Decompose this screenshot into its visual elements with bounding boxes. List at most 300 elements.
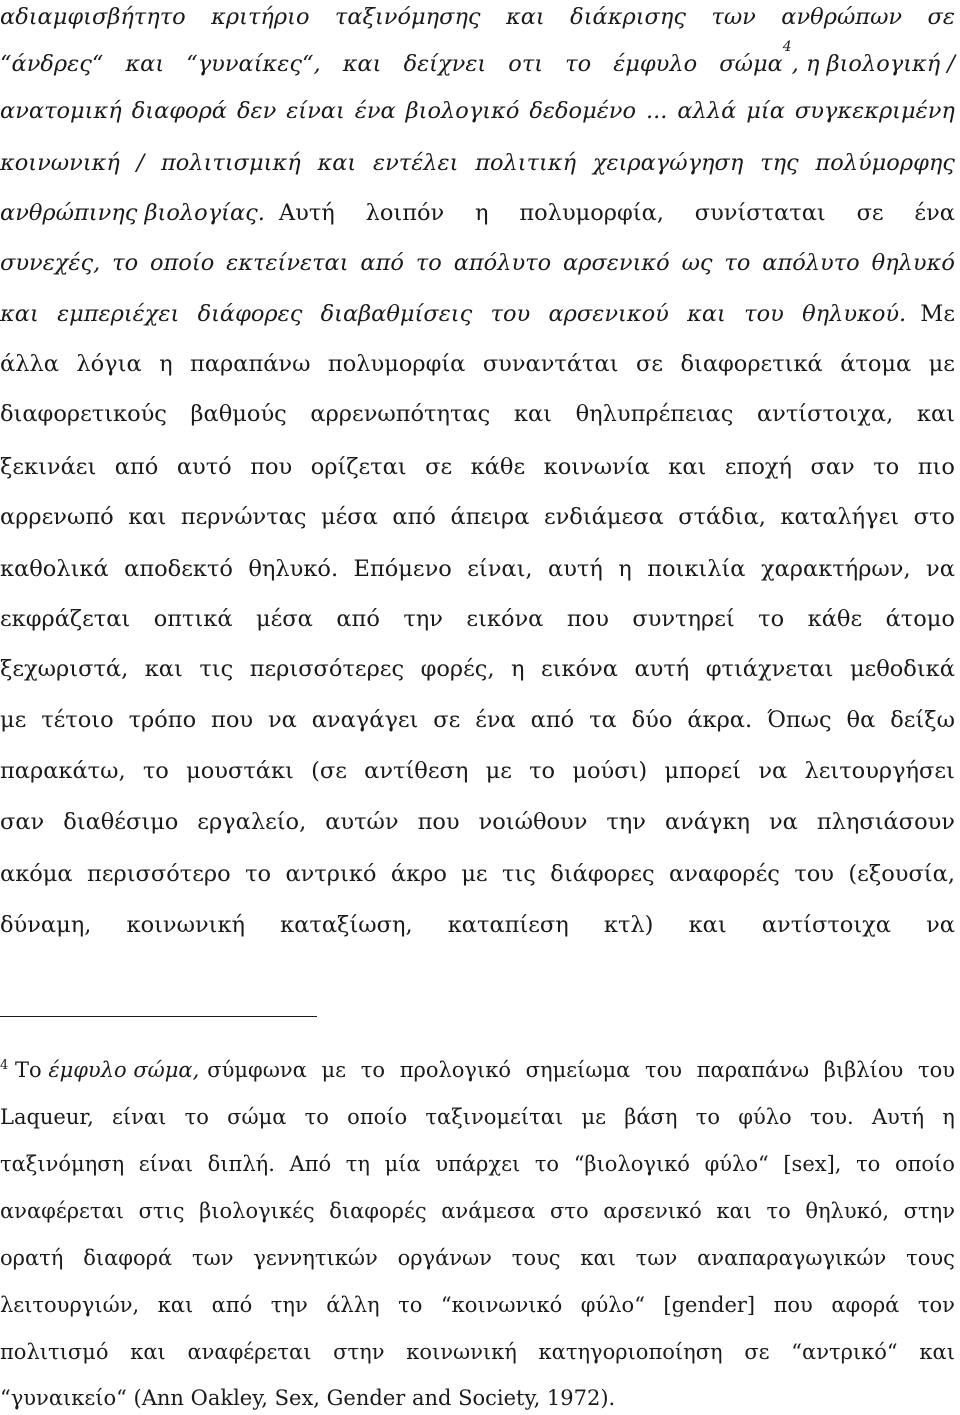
- word: ξεκινάει: [0, 454, 97, 480]
- word: το: [695, 1105, 720, 1129]
- word: από: [530, 707, 575, 733]
- word: καταλήγει: [780, 504, 900, 530]
- word: τις: [502, 861, 536, 887]
- word: μεθοδικά: [849, 656, 955, 682]
- word: εκτείνεται: [226, 250, 349, 276]
- word: κοινωνική: [0, 150, 120, 176]
- word: στο: [913, 504, 955, 530]
- body-line-16: [0, 754, 955, 788]
- word: αντρικό: [285, 861, 377, 887]
- body-line-7-italic: [0, 297, 906, 331]
- word: μπορεί: [664, 758, 742, 784]
- word: από: [211, 1293, 253, 1317]
- word: αρσενικό: [603, 1199, 702, 1223]
- word: διαφορά: [83, 1246, 173, 1270]
- word: το: [534, 1152, 560, 1176]
- body-line-19: [0, 908, 955, 942]
- word: και: [128, 504, 167, 530]
- word: λόγια: [76, 351, 142, 377]
- word: ανατομική: [0, 98, 122, 124]
- word: ταξινόμηση: [0, 1152, 125, 1176]
- word: πολύμορφης: [815, 150, 955, 176]
- word: σε: [744, 1340, 770, 1364]
- body-line-17: [0, 805, 955, 839]
- word: το: [766, 1199, 791, 1223]
- body-line-12: [0, 552, 955, 586]
- body-line-5: [0, 196, 955, 230]
- word: το: [565, 51, 592, 77]
- word: απόλυτο: [453, 250, 552, 276]
- word: “γυναίκες“,: [186, 51, 321, 77]
- word: στις: [138, 1199, 185, 1223]
- word: ξεχωριστά,: [0, 656, 129, 682]
- word: Αυτή: [871, 1105, 925, 1129]
- body-line-2-words: [0, 47, 783, 81]
- word: πολυμορφία: [327, 351, 466, 377]
- word: σαν: [810, 454, 855, 480]
- word: σύμφωνα: [207, 1058, 307, 1082]
- word: σε: [425, 454, 453, 480]
- word: χειραγώγηση: [592, 150, 744, 176]
- word: Από: [289, 1152, 332, 1176]
- word: και: [580, 1246, 616, 1270]
- word: καταπίεση: [447, 912, 569, 938]
- word: πολιτισμό: [0, 1340, 109, 1364]
- word: που: [250, 454, 293, 480]
- word: θηλυκό: [871, 250, 955, 276]
- word: αντίστοιχα: [761, 912, 891, 938]
- word: διαθέσιμο: [63, 809, 179, 835]
- word: ακόμα: [0, 861, 73, 887]
- word: ένα: [354, 98, 396, 124]
- word: και: [317, 150, 357, 176]
- body-line-2-tail: , η βιολογική /: [791, 51, 955, 77]
- word: αδιαμφισβήτητο: [0, 4, 186, 30]
- word: από: [336, 606, 380, 632]
- word: άκρο: [390, 861, 447, 887]
- word: είναι: [112, 1105, 167, 1129]
- word: το: [415, 250, 442, 276]
- word: και: [130, 1340, 166, 1364]
- word: των: [711, 4, 756, 30]
- word: που: [566, 606, 609, 632]
- footnote-line-1-tail: [207, 1054, 955, 1086]
- word: η: [511, 656, 525, 682]
- footnote-separator: [0, 1016, 317, 1017]
- word: άκρα.: [687, 707, 753, 733]
- word: αναπαραγωγικών: [697, 1246, 887, 1270]
- word: στο: [550, 1199, 589, 1223]
- word: συγκεκριμένη: [794, 98, 955, 124]
- word: οποίο: [894, 1152, 955, 1176]
- word: τους: [511, 1246, 561, 1270]
- word: ορίζεται: [310, 454, 407, 480]
- word: σε: [927, 4, 955, 30]
- word: να: [768, 809, 798, 835]
- word: τους: [906, 1246, 955, 1270]
- word: βιολογικό: [405, 98, 520, 124]
- word: θηλυκό.: [248, 556, 339, 582]
- word: ανάμεσα: [441, 1199, 536, 1223]
- body-line-5-tail: [279, 196, 955, 230]
- footnote-marker: 4: [0, 1058, 9, 1073]
- word: δείχνει: [403, 51, 487, 77]
- word: και: [688, 912, 727, 938]
- word: βάση: [624, 1105, 678, 1129]
- word: του.: [809, 1105, 854, 1129]
- word: παραπάνω: [190, 351, 311, 377]
- word: μούσι): [572, 758, 648, 784]
- word: με: [928, 351, 955, 377]
- word: βιβλίου: [823, 1058, 904, 1082]
- word: σε: [635, 351, 663, 377]
- word: του: [645, 1058, 683, 1082]
- body-line-6: [0, 246, 955, 280]
- word: συνεχές,: [0, 250, 101, 276]
- word: τα: [589, 707, 617, 733]
- word: και: [716, 1199, 752, 1223]
- word: την: [403, 606, 443, 632]
- word: τέτοιο: [41, 707, 114, 733]
- word: ποικιλία: [647, 556, 746, 582]
- body-line-2: [0, 39, 955, 81]
- word: διάκρισης: [570, 4, 686, 30]
- body-line-18: [0, 857, 955, 891]
- word: χαρακτήρων,: [760, 556, 911, 582]
- footnote-line-2: [0, 1101, 955, 1133]
- word: μέσα: [321, 504, 378, 530]
- word: Laqueur,: [0, 1105, 94, 1129]
- word: (εξουσία,: [848, 861, 955, 887]
- word: περισσότερο: [87, 861, 231, 887]
- word: με: [461, 861, 488, 887]
- word: το: [142, 758, 169, 784]
- word: “αντρικό“: [791, 1340, 898, 1364]
- word: ενδιάμεσα: [543, 504, 664, 530]
- word: αυτή: [548, 556, 603, 582]
- footnote-line-8: “γυναικείο“ (Ann Oakley, Sex, Gender and Society, 1972).: [0, 1386, 616, 1410]
- footnote-line-6: [0, 1289, 955, 1321]
- word: “άνδρες“: [0, 51, 104, 77]
- body-line-4: [0, 146, 955, 180]
- word: με: [581, 1105, 606, 1129]
- body-line-7-tail: Με: [920, 301, 955, 327]
- word: να: [926, 556, 955, 582]
- word: το: [245, 861, 272, 887]
- word: ως: [681, 250, 713, 276]
- word: ταξινομείται: [425, 1105, 564, 1129]
- word: εκφράζεται: [0, 606, 131, 632]
- word: από: [392, 504, 436, 530]
- word: σημείωμα: [525, 1058, 631, 1082]
- word: με: [321, 1058, 347, 1082]
- word: κάθε: [807, 606, 863, 632]
- word: αυτό: [176, 454, 232, 480]
- word: μία: [746, 98, 785, 124]
- word: οπτικά: [153, 606, 233, 632]
- body-line-1: [0, 0, 955, 34]
- word: είναι: [138, 1152, 194, 1176]
- word: που: [211, 707, 254, 733]
- word: και: [513, 401, 552, 427]
- word: φορές,: [420, 656, 495, 682]
- word: θηλυκό,: [805, 1199, 890, 1223]
- word: θηλυκού.: [802, 301, 907, 327]
- word: ένα: [914, 200, 955, 226]
- footnote-line-3: [0, 1148, 955, 1180]
- word: αλλά: [677, 98, 737, 124]
- word: την: [270, 1293, 308, 1317]
- word: περισσότερες: [249, 656, 405, 682]
- word: να: [758, 758, 788, 784]
- word: αρρενωπότητας: [310, 401, 491, 427]
- word: οργάνων: [397, 1246, 492, 1270]
- word: στην: [333, 1340, 385, 1364]
- word: σαν: [0, 809, 45, 835]
- word: περνώντας: [180, 504, 307, 530]
- word: και: [919, 1340, 955, 1364]
- word: κτλ): [603, 912, 654, 938]
- word: η: [159, 351, 173, 377]
- body-line-13: [0, 602, 955, 636]
- word: αρρενωπό: [0, 504, 114, 530]
- word: εντέλει: [373, 150, 459, 176]
- word: Αυτή: [278, 200, 335, 226]
- word: και: [157, 1293, 194, 1317]
- word: Όπως: [767, 707, 832, 733]
- word: με: [0, 707, 27, 733]
- word: το: [856, 1152, 881, 1176]
- word: δεδομένο: [529, 98, 637, 124]
- word: αποδεκτό: [124, 556, 233, 582]
- word: καταξίωση,: [280, 912, 413, 938]
- word: οποίο: [150, 250, 215, 276]
- word: μία: [384, 1152, 421, 1176]
- word: συνίσταται: [694, 200, 826, 226]
- footnote-line-4: [0, 1195, 955, 1227]
- word: συντηρεί: [632, 606, 735, 632]
- word: αναγάγει: [311, 707, 419, 733]
- footnote-line-1: [0, 1054, 955, 1086]
- word: να: [926, 912, 955, 938]
- word: είναι,: [467, 556, 533, 582]
- word: διάφορες: [550, 861, 655, 887]
- body-line-8: [0, 347, 955, 381]
- footnote-reference[interactable]: 4: [782, 39, 792, 55]
- word: των: [635, 1246, 678, 1270]
- word: εποχή: [724, 454, 792, 480]
- word: “βιολογικό: [573, 1152, 690, 1176]
- word: και: [916, 401, 955, 427]
- word: δεν: [236, 98, 277, 124]
- word: “κοινωνικό: [440, 1293, 563, 1317]
- word: παρακάτω,: [0, 758, 126, 784]
- word: πολιτισμική: [160, 150, 301, 176]
- word: κάθε: [470, 454, 526, 480]
- word: άτομο: [885, 606, 955, 632]
- word: άπειρα: [450, 504, 530, 530]
- word: νοιώθουν: [478, 809, 588, 835]
- word: και: [0, 301, 39, 327]
- word: διαφορετικούς: [0, 401, 167, 427]
- word: διαβαθμίσεις: [320, 301, 473, 327]
- body-line-10: [0, 450, 955, 484]
- word: απόλυτο: [762, 250, 860, 276]
- word: αναφορές: [669, 861, 780, 887]
- word: το: [184, 1105, 209, 1129]
- word: σώμα: [227, 1105, 287, 1129]
- word: ανάγκη: [664, 809, 750, 835]
- word: φτιάχνεται: [705, 656, 834, 682]
- word: λοιπόν: [365, 200, 445, 226]
- word: εικόνα: [466, 606, 544, 632]
- word: να: [267, 707, 297, 733]
- word: το: [529, 758, 556, 784]
- word: το: [304, 1105, 329, 1129]
- word: διπλή.: [207, 1152, 275, 1176]
- word: ένα: [475, 707, 516, 733]
- word: καθολικά: [0, 556, 109, 582]
- body-line-5-italic: ανθρώπινης βιολογίας.: [0, 200, 265, 226]
- word: /: [136, 150, 145, 176]
- word: Επόμενο: [353, 556, 452, 582]
- word: που: [417, 809, 460, 835]
- word: αρσενικό: [563, 250, 670, 276]
- word: διαφορετικά: [680, 351, 823, 377]
- footnote-line-5: [0, 1242, 955, 1274]
- footnote-line-7: [0, 1336, 955, 1368]
- word: τρόπο: [128, 707, 197, 733]
- body-line-7: [0, 297, 955, 331]
- body-line-14: [0, 652, 955, 686]
- body-line-3: [0, 94, 955, 128]
- word: σώμα: [719, 51, 783, 77]
- word: διάφορες: [197, 301, 303, 327]
- word: η: [942, 1105, 955, 1129]
- word: ταξινόμησης: [334, 4, 481, 30]
- word: τον: [917, 1293, 955, 1317]
- word: στάδια,: [678, 504, 766, 530]
- word: την: [606, 809, 646, 835]
- word: [sex],: [783, 1152, 842, 1176]
- word: των: [191, 1246, 234, 1270]
- word: προλογικό: [399, 1058, 511, 1082]
- word: σε: [856, 200, 884, 226]
- word: θηλυπρέπειας: [575, 401, 734, 427]
- word: εμπεριέχει: [57, 301, 180, 327]
- word: υπάρχει: [435, 1152, 521, 1176]
- word: στην: [903, 1199, 955, 1223]
- word: διαφορές: [329, 1199, 427, 1223]
- word: σε: [433, 707, 461, 733]
- word: του: [744, 301, 784, 327]
- word: και: [144, 656, 183, 682]
- word: του: [917, 1058, 955, 1082]
- word: θα: [846, 707, 876, 733]
- word: αφορά: [831, 1293, 900, 1317]
- word: συναντάται: [482, 351, 619, 377]
- footnote-lead: $^4$ Το: [0, 1058, 42, 1082]
- word: εικόνα: [541, 656, 618, 682]
- word: αντίστοιχα,: [756, 401, 894, 427]
- word: μουστάκι: [186, 758, 294, 784]
- word: [gender]: [663, 1293, 756, 1317]
- body-line-9: [0, 397, 955, 431]
- word: πολιτική: [475, 150, 577, 176]
- word: του: [794, 861, 834, 887]
- word: κοινωνία: [543, 454, 650, 480]
- body-line-11: [0, 500, 955, 534]
- word: το: [724, 250, 751, 276]
- word: αντίθεση: [364, 758, 469, 784]
- word: που: [773, 1293, 813, 1317]
- word: δύναμη,: [0, 912, 92, 938]
- word: το: [758, 606, 785, 632]
- word: το: [398, 1293, 423, 1317]
- word: κριτήριο: [211, 4, 310, 30]
- word: αναφέρεται: [0, 1199, 124, 1223]
- word: αυτή: [634, 656, 690, 682]
- word: αυτών: [325, 809, 399, 835]
- word: γεννητικών: [253, 1246, 378, 1270]
- footnote-term: έμφυλο σώμα,: [48, 1058, 200, 1082]
- word: η: [618, 556, 632, 582]
- word: της: [760, 150, 799, 176]
- word: λειτουργήσει: [804, 758, 955, 784]
- word: τις: [199, 656, 234, 682]
- word: το: [112, 250, 139, 276]
- word: πλησιάσουν: [816, 809, 955, 835]
- word: πολυμορφία,: [519, 200, 664, 226]
- word: κοινωνική: [126, 912, 245, 938]
- word: και: [342, 51, 382, 77]
- word: έμφυλο: [613, 51, 698, 77]
- word: λειτουργιών,: [0, 1293, 140, 1317]
- word: άλλα: [0, 351, 59, 377]
- word: ανθρώπων: [781, 4, 903, 30]
- word: βιολογικές: [199, 1199, 315, 1223]
- word: αρσενικού: [548, 301, 669, 327]
- word: διαφορά: [131, 98, 227, 124]
- word: από: [114, 454, 159, 480]
- word: κατηγοριοποίηση: [538, 1340, 723, 1364]
- word: και: [505, 4, 545, 30]
- word: τη: [345, 1152, 370, 1176]
- word: (σε: [311, 758, 347, 784]
- word: με: [485, 758, 512, 784]
- word: φύλο: [738, 1105, 792, 1129]
- word: του: [490, 301, 531, 327]
- body-line-15: [0, 703, 955, 737]
- word: η: [475, 200, 489, 226]
- word: αναφέρεται: [187, 1340, 312, 1364]
- word: το: [360, 1058, 385, 1082]
- word: το: [873, 454, 900, 480]
- word: άτομα: [840, 351, 912, 377]
- word: εργαλείο,: [197, 809, 307, 835]
- word: ορατή: [0, 1246, 64, 1270]
- word: οποίο: [347, 1105, 408, 1129]
- word: και: [668, 454, 707, 480]
- word: φύλο“: [580, 1293, 645, 1317]
- word: βαθμούς: [190, 401, 287, 427]
- word: και: [687, 301, 726, 327]
- word: παραπάνω: [696, 1058, 810, 1082]
- word: είναι: [286, 98, 345, 124]
- word: δείξω: [890, 707, 955, 733]
- word: φύλο“: [704, 1152, 769, 1176]
- word: κοινωνική: [406, 1340, 517, 1364]
